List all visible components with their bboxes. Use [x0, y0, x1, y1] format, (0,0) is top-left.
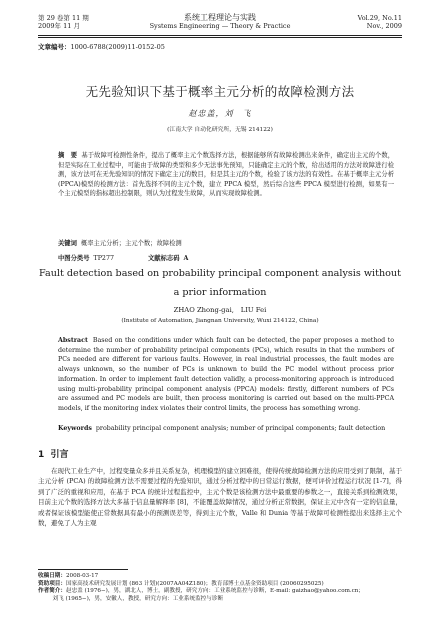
footnotes: [38, 573, 402, 604]
en-abstract: [58, 336, 394, 414]
header-center: [38, 14, 402, 30]
article-number: [38, 42, 165, 51]
header-rule-top: [38, 35, 402, 36]
cn-classification: [58, 253, 394, 262]
article-number-value: 1000-6788(2009)11-0152-05: [70, 43, 165, 51]
cn-abstract-text: 基于故障可检测性条件，提出了概率主元个数选择方法，根据能够所有故障检测出来条件，确定出主元的个数，但是实际在工业过程中，可能由于故障的类型和多少无法事先预知，只能确定主元的个数，给出适用的方法对故障进行检测，该方法可在无先验知识的情况下确定主元的数目，但是其主元的个数，检验了该方法的有效性。在基于概率主元分析(PPCA)模型的检测方法：首先选择不同的主元个数，建立 PPCA 模型，然后综合这些 PPCA 模型进行检测，如果有一个主元模型的指标超出控制限，则认为过程发生故障，从而实现故障检测。: [58, 152, 395, 198]
en-keywords-label: Keywords: [58, 425, 92, 432]
footnote-received: [38, 573, 402, 581]
clc-value: TP277: [93, 255, 114, 262]
section-paragraph: 在现代工业生产中，过程变量众多并且关系复杂，机理模型的建立困难很，使得传统故障检测方法的应用受到了限制，基于主元分析 (PCA) 的故障检测方法不需要过程的先验知识，通过分析过程中的日常运行数据，便可评价过程运行状况 [1-7]，得到了广泛的重视和应用，在基于 PCA 的统计过程监控中，主元个数是该检测方法中最重要的参数之一，直接关系到检测效果，目前主元个数的选择方法大多基于信息量解释率 [8]，不能覆盖故障情况，通过分析正常数据，保证主元中含有一定的信息量，或者保证该模型能使正常数据具有最小的预测误差等，得到主元个数，Valle 和 Dunia 等基于故障可检测性提出来选择主元个数，避免了人为主观: [38, 467, 402, 528]
en-title: Fault detection based on probability principal component analysis without a prior information: [39, 268, 401, 298]
en-authors: ZHAO Zhong-gai, LIU Fei: [173, 306, 267, 314]
received-value: 2008-03-17: [65, 573, 99, 579]
doc-code-label: 文献标志码: [148, 255, 180, 262]
fund-label: 资助项目：: [38, 580, 66, 587]
cn-authors: 赵忠盖，刘 飞: [188, 109, 252, 118]
section-number: 1: [38, 450, 45, 460]
volume-issue-cn: 第 29 卷第 11 期: [38, 14, 89, 22]
cn-keywords: [58, 238, 394, 247]
footnote-rule: [38, 569, 128, 570]
section-title: 引言: [50, 450, 69, 460]
cn-abstract: [58, 151, 394, 199]
en-keywords: [58, 425, 394, 432]
en-abstract-label: Abstract: [58, 337, 88, 344]
received-label: 收稿日期：: [38, 573, 66, 579]
doc-code-value: A: [183, 255, 189, 262]
footnote-author2: [38, 596, 402, 604]
date-en: Nov., 2009: [366, 22, 402, 30]
section-heading: [38, 447, 69, 460]
en-affiliation: (Institute of Automation, Jiangnan University, Wuxi 214122, China): [121, 318, 319, 324]
journal-name-en: Systems Engineering — Theory & Practice: [149, 22, 291, 30]
cn-keywords-label: 关键词: [58, 240, 77, 247]
journal-name-cn: 系统工程理论与实践: [184, 13, 256, 22]
author1-value: 赵忠盖 (1976−)，男，湖北人，博士，副教授，研究方向：工业系统监控与诊断，E-mail: gaizhao@yahoo.com.cn；: [65, 588, 364, 595]
header-right: [358, 14, 402, 30]
cn-keywords-text: 概率主元分析；主元个数；故障检测: [80, 240, 182, 247]
footnote-author: [38, 588, 402, 596]
fund-value: 国家高技术研究发展计划 (863 计划)(2007AA04Z180)；教育部博士点基金资助项目 (20060295025): [65, 580, 324, 587]
clc-label: 中图分类号: [58, 255, 90, 262]
cn-affiliation: (江南大学 自动化研究所，无锡 214122): [167, 127, 273, 133]
author-label: 作者简介：: [38, 588, 66, 595]
author2-value: 刘飞 (1965−)，男，安徽人，教授，研究方向：工业系统监控与诊断: [52, 596, 224, 603]
article-number-label: 文章编号：: [38, 43, 71, 51]
cn-abstract-label: 摘 要: [58, 152, 78, 159]
volume-issue-en: Vol.29, No.11: [357, 14, 402, 22]
header-rule-bottom: [38, 37, 402, 38]
en-abstract-text: Based on the conditions under which fault can be detected, the paper proposes a method to determine the number of probability principal components (PCs), which results in that the numbers of PCs needed are different for various faults. However, in real industrial processes, the fault modes are always unknown, so the number of PCs is unknown to build the PC model without process prior information. In order to implement fault detection validly, a process-monitoring approach is introduced using multi-probability principal component analysis (PPCA) models: firstly, different numbers of PCs are assumed and PC models are built, then process monitoring is carried out based on the multi-PPCA models, if the monitoring index violates their control limits, the process has something wrong.: [58, 337, 394, 412]
cn-title: 无先验知识下基于概率主元分析的故障检测方法: [85, 84, 355, 99]
date-cn: 2009年 11 月: [38, 22, 80, 30]
en-keywords-text: probability principal component analysis; number of principal components; fault detection: [95, 425, 386, 432]
